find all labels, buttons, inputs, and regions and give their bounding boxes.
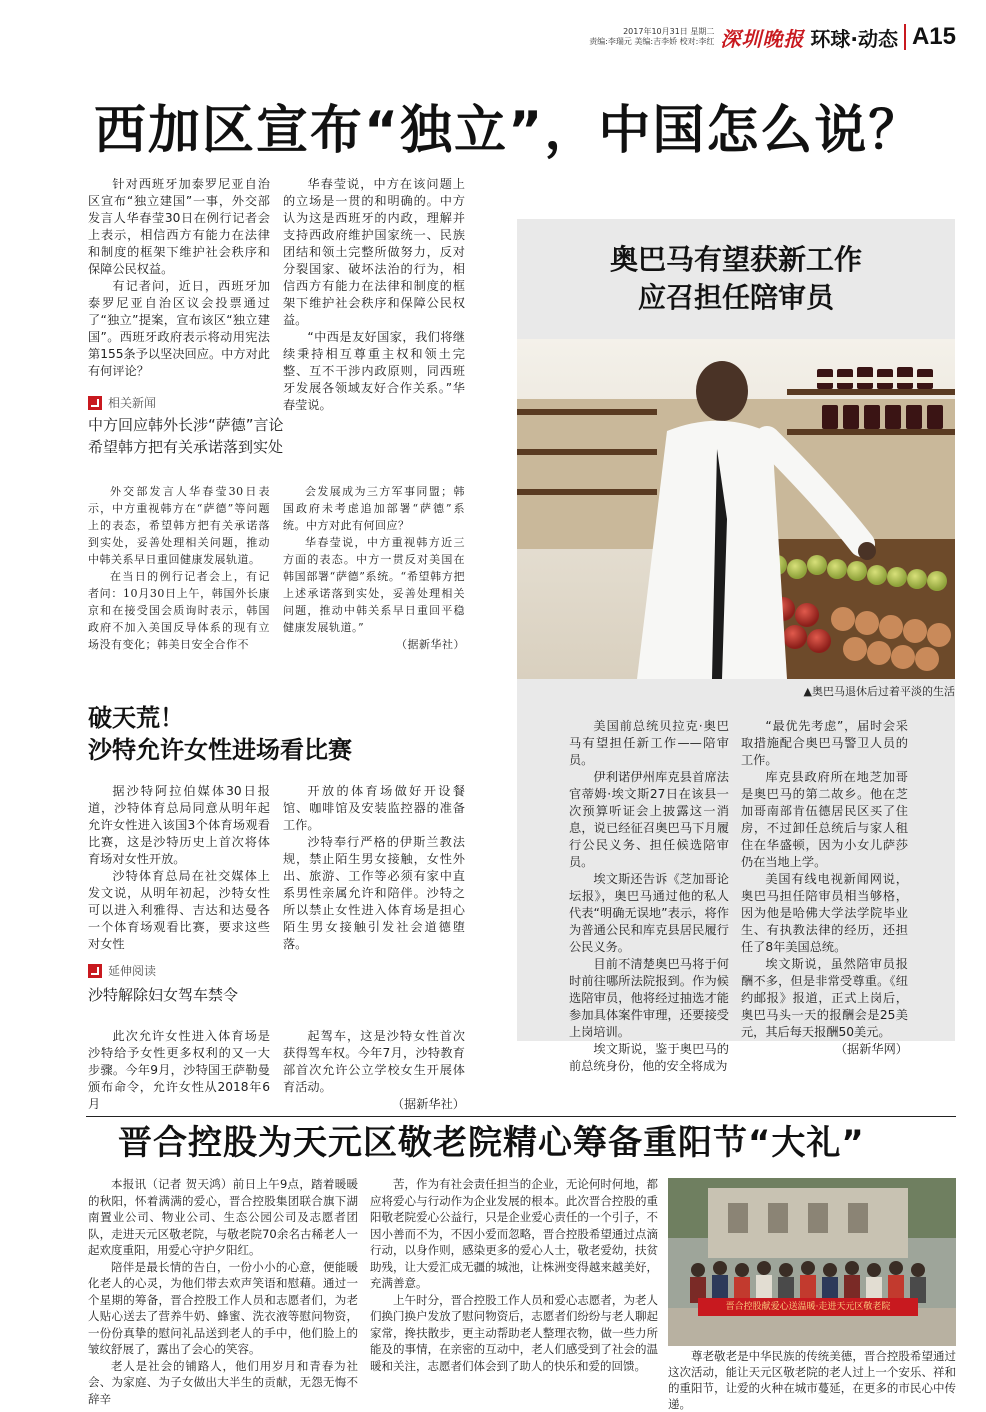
tag-label: 相关新闻 — [108, 396, 157, 410]
article1-col2 — [283, 176, 465, 414]
paragraph: 在当日的例行记者会上，有记者问：10月30日上午，韩国外长康京和在接受国会质询时表示，韩国政府不加入美国反导体系的现有立场没有变化；韩美日安全合作不 — [88, 570, 270, 651]
editor-line: 责编:李瑞元 美编:吉李娇 校对:李红 — [589, 37, 715, 46]
paragraph: 上午时分，晋合控股工作人员和爱心志愿者，为老人们换门换户发放了慰问物资后，志愿者们纷纷与老人聊起家常，搀扶散步，更主动帮助老人整理衣物，做一些力所能及的事情，在亲密的互动中，老人们感受到了社会的温暖和关注，志愿者们体会到了助人的快乐和爱的回馈。 — [370, 1292, 658, 1373]
obama-col2 — [741, 718, 908, 1058]
paragraph: 沙特奉行严格的伊斯兰教法规，禁止陌生男女接触，女性外出、旅游、工作等必须有家中直系男性亲属允许和陪伴。沙特之所以禁止女性进入体育场是担心陌生男女接触引发社会道德堕落。 — [283, 835, 465, 951]
paragraph: 本报讯（记者 贺天鸿）前日上午9点，踏着暖暖的秋阳，怀着满满的爱心，晋合控股集团联合旗下湖南置业公司、物业公司、生态公园公司及志愿者团队，走进天元区敬老院，与敬老院70余名古稀老人一起欢度重阳，用爱心守护夕阳红。 — [88, 1177, 358, 1257]
masthead-meta — [589, 27, 714, 47]
article2-headline-line1: 破天荒！ — [88, 704, 184, 732]
page-number: A15 — [911, 23, 956, 50]
paragraph: 美国有线电视新闻网说，奥巴马担任陪审员相当够格，因为他是哈佛大学法学院毕业生、有执教法律的经历，还担任了8年美国总统。 — [741, 872, 908, 954]
paragraph: 尊老敬老是中华民族的传统美德，晋合控股希望通过这次活动，能让天元区敬老院的老人过上一个安乐、祥和的重阳节，让爱的火种在城市蔓延，在更多的市民心中传递。 — [668, 1349, 956, 1411]
paragraph: 埃文斯说，虽然陪审员报酬不多，但是非常受尊重。《纽约邮报》报道，正式上岗后，奥巴马头一天的报酬会是25美元，其后每天报酬50美元。 — [741, 957, 908, 1039]
section-name: 环球·动态 — [810, 26, 898, 51]
arrow-icon — [88, 396, 102, 410]
paragraph: 陪伴是最长情的告白，一份小小的心意，便能暖化老人的心灵，为他们带去欢声笑语和慰藉。通过一个星期的筹备，晋合控股工作人员和志愿者们，为老人贴心送去了营养牛奶、蜂蜜、洗衣液等慰问物资，一份份真挚的慰问礼品送到老人的手中，他们脸上的皱纹舒展了，露出了会心的笑容。 — [88, 1259, 358, 1356]
paragraph: 伊利诺伊州库克县首席法官蒂姆·埃文斯27日在该县一次预算听证会上披露这一消息，说已经征召奥巴马下月履行公民义务、担任候选陪审员。 — [569, 770, 729, 869]
paragraph: 有记者问，近日，西班牙加泰罗尼亚自治区议会投票通过了“独立”提案，宣布该区“独立建国”。西班牙政府表示将动用宪法第155条予以坚决回应。中方对此有何评论？ — [88, 279, 270, 378]
paragraph: 会发展成为三方军事同盟；韩国政府未考虑追加部署“萨德”系统。中方对此有何回应？ — [283, 485, 465, 532]
grocery-scene-image — [517, 339, 955, 679]
paragraph: 针对西班牙加泰罗尼亚自治区宣布“独立建国”一事，外交部发言人华春莹30日在例行记者会上表示，相信西方有能力在法律和制度的框架下维护社会秩序和保障公民权益。 — [88, 177, 270, 276]
paragraph: 华春莹说，中方在该问题上的立场是一贯的和明确的。中方认为这是西班牙的内政，理解并支持西政府维护国家统一、民族团结和领土完整所做努力，反对分裂国家、破坏法治的行为，相信西方有能力在法律和制度的框架下维护社会秩序和保障公民权益。 — [283, 177, 465, 327]
related2-col2 — [283, 1028, 465, 1113]
related1-col1 — [88, 483, 270, 653]
section-divider — [86, 1116, 956, 1117]
paragraph: 此次允许女性进入体育场是沙特给予女性更多权利的又一大步骤。今年9月，沙特国王萨勒曼颁布命令，允许女性从2018年6月 — [88, 1029, 270, 1111]
related1-title-line2: 希望韩方把有关承诺落到实处 — [88, 438, 284, 456]
paragraph: 外交部发言人华春莹30日表示，中方重视韩方在“萨德”等问题上的表态，希望韩方把有关承诺落到实处，妥善处理相关问题，推动中韩关系早日重回健康发展轨道。 — [88, 485, 270, 566]
tag-label: 延伸阅读 — [108, 964, 157, 978]
article2-headline — [88, 702, 352, 766]
paragraph: 开放的体育场做好开设餐馆、咖啡馆及安装监控器的准备工作。 — [283, 784, 465, 832]
related1-title — [88, 414, 508, 458]
source: （据新华社） — [391, 1097, 465, 1111]
related2-col1 — [88, 1028, 270, 1113]
paragraph: 美国前总统贝拉克·奥巴马有望担任新工作——陪审员。 — [569, 719, 729, 767]
article2-headline-line2: 沙特允许女性进场看比赛 — [88, 736, 352, 764]
obama-photo — [517, 339, 955, 679]
paragraph: “中西是友好国家，我们将继续秉持相互尊重主权和领土完整、互不干涉内政原则，同西班牙发展各领域友好合作关系。”华春莹说。 — [283, 330, 465, 412]
obama-headline — [517, 241, 955, 317]
arrow-icon — [88, 964, 102, 978]
photo-banner: 晋合控股献爱心送温暖·走进天元区敬老院 — [725, 1302, 891, 1312]
source: （据新华社） — [396, 638, 465, 651]
paragraph: 起驾车，这是沙特女性首次获得驾车权。今年7月，沙特教育部首次允许公立学校女生开展体育活动。 — [283, 1029, 465, 1094]
further-reading-tag — [88, 962, 156, 979]
article3-caption — [668, 1348, 956, 1412]
related-news-tag — [88, 394, 156, 411]
related1-title-line1: 中方回应韩外长涉“萨德”言论 — [88, 416, 284, 434]
paragraph: 埃文斯还告诉《芝加哥论坛报》，奥巴马通过他的私人代表“明确无误地”表示，将作为普通公民和库克县居民履行公民义务。 — [569, 872, 729, 954]
masthead — [589, 20, 956, 54]
article3-col1 — [88, 1176, 358, 1407]
paragraph: 苦，作为有社会责任担当的企业，无论何时何地，都应将爱心与行动作为企业发展的根本。此次晋合控股的重阳敬老院爱心公益行，只是企业爱心责任的一个引子，不因小善而不为，不因小爱而忽略，晋合控股希望通过点滴行动，以身作则，感染更多的爱心人士，敬老爱幼，扶贫助残，让大爱汇成无疆的城池，让株洲变得越来越美好，充满善意。 — [370, 1177, 658, 1290]
paragraph: 老人是社会的铺路人，他们用岁月和青春为社会、为家庭、为子女做出大半生的贡献，无怨无悔不辞辛 — [88, 1358, 358, 1406]
article3-headline: 晋合控股为天元区敬老院精心筹备重阳节“大礼” — [118, 1123, 865, 1163]
newspaper-logo: 深圳晚报 — [720, 26, 805, 51]
paragraph: 目前不清楚奥巴马将于何时前往哪所法院报到。作为候选陪审员，他将经过抽选才能参加具体案件审理，还要接受上岗培训。 — [569, 957, 729, 1039]
paragraph: 华春莹说，中方重视韩方近三方面的表态。中方一贯反对美国在韩国部署“萨德”系统。“希望韩方把上述承诺落到实处，妥善处理相关问题，推动中韩关系早日重回平稳健康发展轨道。” — [283, 536, 465, 634]
obama-headline-line2: 应召担任陪审员 — [637, 281, 834, 314]
related1-col2 — [283, 483, 465, 653]
obama-headline-line1: 奥巴马有望获新工作 — [609, 243, 862, 276]
paragraph: 据沙特阿拉伯媒体30日报道，沙特体育总局同意从明年起允许女性进入该国3个体育场观看比赛，这是沙特历史上首次将体育场对女性开放。 — [88, 784, 270, 866]
related2-title: 沙特解除妇女驾车禁令 — [88, 986, 239, 1004]
obama-photo-caption: ▲奥巴马退休后过着平淡的生活 — [803, 685, 955, 698]
date-line: 2017年10月31日 星期二 — [623, 27, 715, 36]
masthead-separator — [904, 24, 906, 50]
obama-col1 — [569, 718, 729, 1075]
source: （据新华网） — [834, 1042, 908, 1056]
paragraph: “最优先考虑”，届时会采取措施配合奥巴马警卫人员的工作。 — [741, 719, 908, 767]
paragraph: 库克县政府所在地芝加哥是奥巴马的第二故乡。他在芝加哥南部肯伍德居民区买了住房，不过卸任总统后与家人租住在华盛顿，因为小女儿萨莎仍在当地上学。 — [741, 770, 908, 869]
article1-headline: 西加区宣布“独立”，中国怎么说？ — [94, 101, 923, 161]
nursing-home-photo — [668, 1178, 956, 1346]
article3-col2 — [370, 1176, 658, 1374]
article2-col2 — [283, 783, 465, 953]
group-photo-image — [668, 1178, 956, 1346]
paragraph: 沙特体育总局在社交媒体上发文说，从明年初起，沙特女性可以进入利雅得、吉达和达曼各一个体育场观看比赛，要求这些对女性 — [88, 869, 270, 951]
paragraph: 埃文斯说，鉴于奥巴马的前总统身份，他的安全将成为 — [569, 1042, 729, 1073]
article1-col1 — [88, 176, 270, 380]
article2-col1 — [88, 783, 270, 953]
